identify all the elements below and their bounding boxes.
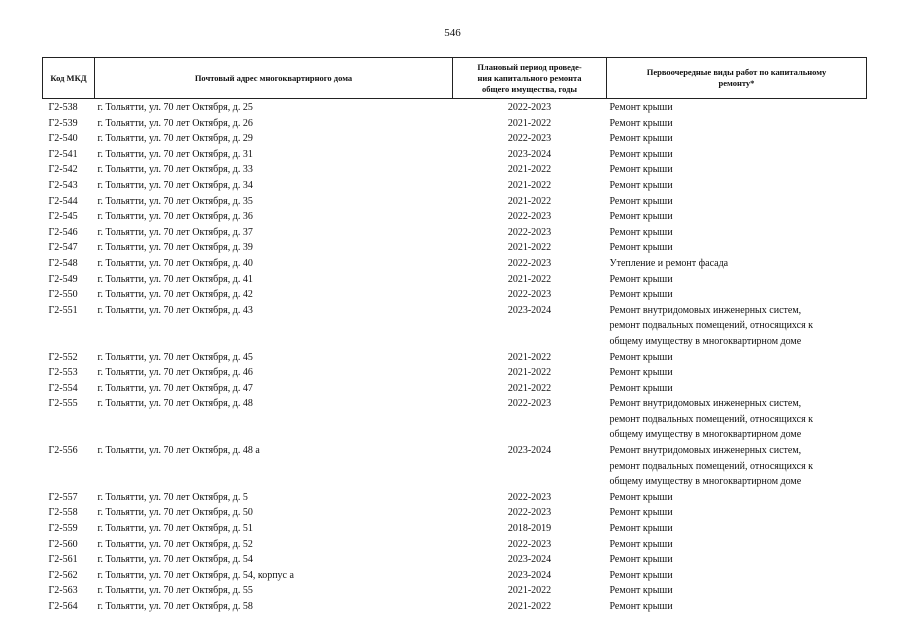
cell-works: Ремонт крыши — [609, 179, 673, 191]
cell-address: г. Тольятти, ул. 70 лет Октября, д. 41 — [97, 273, 253, 285]
cell-code: Г2-547 — [48, 242, 78, 254]
cell-code: Г2-564 — [48, 601, 78, 612]
table-row — [43, 599, 867, 615]
cell-period: 2021-2022 — [507, 195, 552, 207]
cell-code: Г2-551 — [48, 304, 78, 316]
cell-code: Г2-549 — [48, 273, 78, 285]
cell-period: 2023-2024 — [507, 554, 552, 566]
cell-code: Г2-555 — [48, 398, 78, 410]
cell-works: Ремонт крыши — [609, 507, 673, 519]
cell-period: 2022-2023 — [507, 289, 552, 301]
cell-works: Ремонт крыши — [609, 569, 673, 581]
table-row — [43, 287, 867, 303]
cell-period: 2022-2023 — [507, 398, 552, 410]
cell-address: г. Тольятти, ул. 70 лет Октября, д. 29 — [97, 133, 253, 145]
cell-period: 2022-2023 — [507, 491, 552, 503]
table-row — [43, 272, 867, 288]
page-number: 546 — [444, 27, 461, 39]
cell-works: Ремонт крыши — [609, 273, 673, 285]
cell-works: Ремонт крыши — [609, 382, 673, 394]
cell-address: г. Тольятти, ул. 70 лет Октября, д. 55 — [97, 585, 253, 597]
table-row — [43, 225, 867, 241]
cell-code: Г2-554 — [48, 382, 78, 394]
cell-address: г. Тольятти, ул. 70 лет Октября, д. 35 — [97, 195, 253, 207]
table-row — [43, 194, 867, 210]
cell-period: 2022-2023 — [507, 211, 552, 223]
cell-address: г. Тольятти, ул. 70 лет Октября, д. 36 — [97, 211, 253, 223]
cell-code: Г2-539 — [48, 117, 78, 129]
table-row — [43, 381, 867, 397]
header-period: Плановый период проведе- ния капитального ремонта общего имущества, годы — [453, 58, 607, 99]
header-works: Первоочередные виды работ по капитальному ремонту* — [607, 58, 867, 99]
table-row — [43, 583, 867, 599]
cell-works: Ремонт крыши — [609, 538, 673, 550]
table-row — [43, 147, 867, 163]
table-row — [43, 99, 867, 116]
cell-period: 2021-2022 — [507, 601, 552, 612]
cell-code: Г2-550 — [48, 289, 78, 301]
cell-address: г. Тольятти, ул. 70 лет Октября, д. 48 — [97, 398, 253, 410]
cell-address: г. Тольятти, ул. 70 лет Октября, д. 34 — [97, 179, 253, 191]
cell-address: г. Тольятти, ул. 70 лет Октября, д. 47 — [97, 382, 253, 394]
cell-period: 2022-2023 — [507, 133, 552, 145]
cell-address: г. Тольятти, ул. 70 лет Октября, д. 58 — [97, 601, 253, 612]
cell-works: Ремонт крыши — [609, 211, 673, 223]
cell-works: Ремонт крыши — [609, 226, 673, 238]
cell-address: г. Тольятти, ул. 70 лет Октября, д. 39 — [97, 242, 253, 254]
table-row — [43, 521, 867, 537]
header-code: Код МКД — [43, 58, 95, 99]
table-body — [43, 99, 867, 615]
table-row — [43, 209, 867, 225]
cell-period: 2021-2022 — [507, 351, 552, 363]
cell-works: Ремонт крыши — [609, 242, 673, 254]
cell-address: г. Тольятти, ул. 70 лет Октября, д. 26 — [97, 117, 253, 129]
cell-code: Г2-541 — [48, 148, 78, 160]
cell-period: 2022-2023 — [507, 257, 552, 269]
cell-works: Ремонт крыши — [609, 601, 673, 612]
header-address: Почтовый адрес многоквартирного дома — [95, 58, 453, 99]
cell-code: Г2-538 — [48, 102, 78, 113]
table-row — [43, 490, 867, 506]
cell-period: 2021-2022 — [507, 585, 552, 597]
cell-code: Г2-553 — [48, 367, 78, 379]
table-row — [43, 505, 867, 521]
cell-period: 2021-2022 — [507, 382, 552, 394]
cell-works: Ремонт крыши — [609, 585, 673, 597]
cell-period: 2023-2024 — [507, 304, 552, 316]
header-row — [43, 58, 867, 99]
cell-period: 2022-2023 — [507, 102, 552, 113]
cell-code: Г2-561 — [48, 554, 78, 566]
cell-works: Ремонт внутридомовых инженерных систем, ремонт подвальных помещений, относящихся к общему имуществу в многоквартирном доме — [609, 304, 814, 347]
table-row — [43, 131, 867, 147]
cell-works: Ремонт крыши — [609, 133, 673, 145]
table-row — [43, 303, 867, 350]
cell-code: Г2-540 — [48, 133, 78, 145]
cell-works: Ремонт крыши — [609, 491, 673, 503]
cell-address: г. Тольятти, ул. 70 лет Октября, д. 31 — [97, 148, 253, 160]
cell-works: Ремонт внутридомовых инженерных систем, ремонт подвальных помещений, относящихся к общему имуществу в многоквартирном доме — [609, 398, 814, 441]
cell-address: г. Тольятти, ул. 70 лет Октября, д. 46 — [97, 367, 253, 379]
cell-code: Г2-556 — [48, 445, 78, 457]
cell-works: Ремонт крыши — [609, 351, 673, 363]
cell-works: Ремонт крыши — [609, 148, 673, 160]
cell-code: Г2-562 — [48, 569, 78, 581]
cell-address: г. Тольятти, ул. 70 лет Октября, д. 25 — [97, 102, 253, 113]
cell-period: 2021-2022 — [507, 117, 552, 129]
cell-code: Г2-545 — [48, 211, 78, 223]
table-row — [43, 552, 867, 568]
cell-address: г. Тольятти, ул. 70 лет Октября, д. 50 — [97, 507, 253, 519]
cell-works: Ремонт крыши — [609, 367, 673, 379]
table-row — [43, 443, 867, 490]
cell-works: Утепление и ремонт фасада — [609, 257, 729, 269]
cell-period: 2018-2019 — [507, 523, 552, 535]
cell-works: Ремонт крыши — [609, 117, 673, 129]
cell-code: Г2-558 — [48, 507, 78, 519]
cell-works: Ремонт внутридомовых инженерных систем, ремонт подвальных помещений, относящихся к общему имуществу в многоквартирном доме — [609, 445, 814, 488]
cell-works: Ремонт крыши — [609, 102, 673, 113]
cell-code: Г2-557 — [48, 491, 78, 503]
table-row — [43, 537, 867, 553]
cell-code: Г2-543 — [48, 179, 78, 191]
table-row — [43, 178, 867, 194]
cell-period: 2021-2022 — [507, 242, 552, 254]
table-row — [43, 350, 867, 366]
capital-repair-table — [42, 57, 867, 615]
cell-address: г. Тольятти, ул. 70 лет Октября, д. 51 — [97, 523, 253, 535]
cell-address: г. Тольятти, ул. 70 лет Октября, д. 43 — [97, 304, 253, 316]
cell-period: 2023-2024 — [507, 148, 552, 160]
cell-address: г. Тольятти, ул. 70 лет Октября, д. 45 — [97, 351, 253, 363]
cell-address: г. Тольятти, ул. 70 лет Октября, д. 54, корпус а — [97, 569, 294, 581]
table-row — [43, 162, 867, 178]
cell-address: г. Тольятти, ул. 70 лет Октября, д. 42 — [97, 289, 253, 301]
cell-code: Г2-563 — [48, 585, 78, 597]
cell-code: Г2-544 — [48, 195, 78, 207]
table-row — [43, 365, 867, 381]
table-row — [43, 396, 867, 443]
cell-address: г. Тольятти, ул. 70 лет Октября, д. 37 — [97, 226, 253, 238]
cell-works: Ремонт крыши — [609, 554, 673, 566]
cell-period: 2021-2022 — [507, 179, 552, 191]
cell-address: г. Тольятти, ул. 70 лет Октября, д. 33 — [97, 164, 253, 176]
table-row — [43, 256, 867, 272]
table-row — [43, 568, 867, 584]
cell-address: г. Тольятти, ул. 70 лет Октября, д. 5 — [97, 491, 248, 503]
cell-address: г. Тольятти, ул. 70 лет Октября, д. 48 а — [97, 445, 260, 457]
cell-code: Г2-560 — [48, 538, 78, 550]
cell-works: Ремонт крыши — [609, 523, 673, 535]
cell-period: 2022-2023 — [507, 226, 552, 238]
cell-code: Г2-542 — [48, 164, 78, 176]
cell-works: Ремонт крыши — [609, 289, 673, 301]
cell-period: 2021-2022 — [507, 273, 552, 285]
cell-period: 2021-2022 — [507, 164, 552, 176]
table-row — [43, 116, 867, 132]
table-header — [43, 58, 867, 99]
cell-works: Ремонт крыши — [609, 164, 673, 176]
cell-code: Г2-548 — [48, 257, 78, 269]
cell-address: г. Тольятти, ул. 70 лет Октября, д. 40 — [97, 257, 253, 269]
cell-works: Ремонт крыши — [609, 195, 673, 207]
cell-address: г. Тольятти, ул. 70 лет Октября, д. 52 — [97, 538, 253, 550]
cell-period: 2021-2022 — [507, 367, 552, 379]
cell-code: Г2-559 — [48, 523, 78, 535]
cell-code: Г2-546 — [48, 226, 78, 238]
cell-period: 2023-2024 — [507, 569, 552, 581]
cell-code: Г2-552 — [48, 351, 78, 363]
cell-period: 2022-2023 — [507, 538, 552, 550]
cell-period: 2023-2024 — [507, 445, 552, 457]
cell-address: г. Тольятти, ул. 70 лет Октября, д. 54 — [97, 554, 253, 566]
cell-period: 2022-2023 — [507, 507, 552, 519]
table-row — [43, 240, 867, 256]
